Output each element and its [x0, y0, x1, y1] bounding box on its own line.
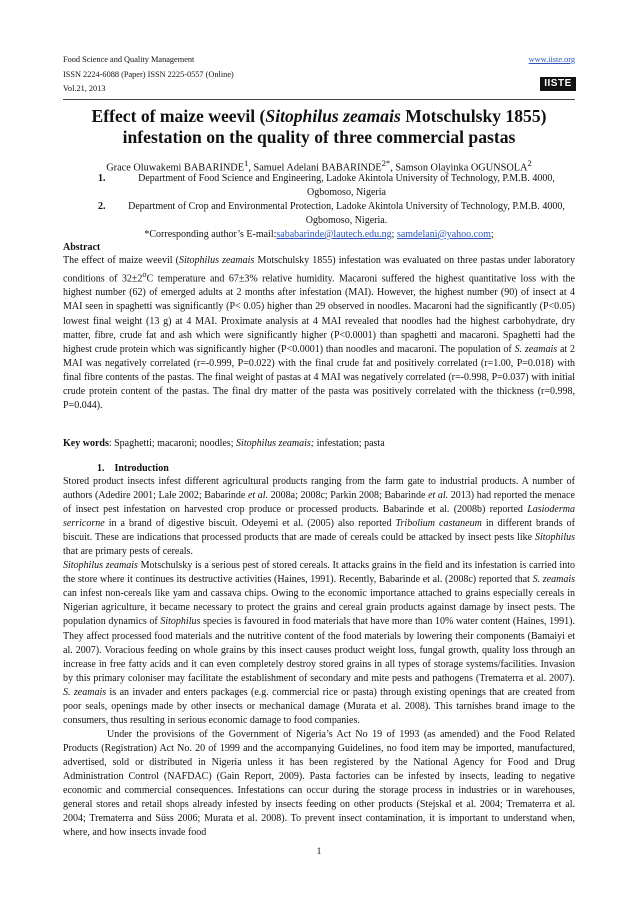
abstract-heading: Abstract — [63, 242, 101, 253]
affiliation-1-number: 1. — [98, 173, 106, 184]
author-1-sup: 1 — [244, 158, 249, 168]
p1-etal-2: et al. — [428, 490, 449, 502]
intro-paragraph-1 — [63, 475, 575, 559]
title-part-1: Effect of maize weevil ( — [91, 106, 266, 126]
keywords-line — [63, 437, 575, 451]
p2-seg-b: can infest non-cereals like yam and cassava chips. Owing to the economic importance attached to grains especially cereals in Nigerian agriculture, it became necessary to protect the grains and cereal grain products against damage by insect pests. The population dynamics of — [63, 588, 575, 628]
paper-title — [72, 106, 566, 148]
email-link-2[interactable]: samdelani@yahoo.com — [396, 229, 491, 240]
email-link-1[interactable]: sababarinde@lautech.edu.ng — [276, 229, 392, 240]
issn-line: ISSN 2224-6088 (Paper) ISSN 2225-0557 (Online) — [63, 69, 234, 79]
author-1: Grace Oluwakemi BABARINDE — [106, 162, 245, 174]
author-3: , Samson Olayinka OGUNSOLA — [390, 162, 528, 174]
keywords-species: Sitophilus zeamais; — [236, 438, 315, 449]
p1-seg-f: that are primary pests of cereals. — [63, 546, 193, 558]
p1-seg-e: in different brands of biscuit. These are indications that processed products that are made of cereals could be attacked by insect pests like — [63, 518, 575, 544]
p1-etal-1: et al. — [247, 490, 269, 502]
p1-seg-c: 2013) had reported the menace of insect pest infestation on harvested crop produce or processed products. Babarinde et al. (2008b) reported — [63, 490, 575, 516]
author-3-sup: 2 — [527, 158, 532, 168]
abstract-seg-4: at 2 MAI was negatively correlated (r=-0.999, P=0.022) with the final crude fat and positively correlated (r=1.00, P=0.018) with final fibre contents of the pastas. The final weight of pastas at 4 MAI was negatively correlated (r=-0.998, P=0.037) with initial crude protein content of the pastas. The final dry matter of the pasta was positively correlated with the thickness (r=0.998, P=0.044). — [63, 343, 575, 411]
p1-species-1: Lasioderma serricorne — [63, 504, 575, 530]
p2-seg-d: is an invader and enters packages (e.g. commercial rice or pasta) through existing openings that are created from poor seals, openings made by other insects or mechanical damage (Murata et al. 2008). This tarnishes brand image to the consumers, thus resulting in serious economic damage to food companies. — [63, 686, 575, 726]
abstract-seg-2: Motschulsky 1855) infestation was evaluated on three pastas under laboratory conditions of 32±2 — [63, 255, 575, 285]
abstract-seg-1: The effect of maize weevil ( — [63, 255, 179, 266]
section-heading-introduction: 1. Introduction — [97, 463, 169, 474]
p2-species-3: Sitophilus — [160, 616, 201, 628]
corresponding-author — [63, 228, 575, 242]
corr-prefix: *Corresponding author’s E-mail: — [144, 229, 277, 240]
title-species: Sitophilus zeamais — [265, 106, 401, 126]
author-2-sup: 2* — [381, 158, 391, 168]
keywords-label: Key words — [63, 438, 109, 449]
journal-url-link[interactable]: www.iiste.org — [528, 55, 575, 64]
p1-species-2: Tribolium castaneum — [395, 518, 482, 530]
iiste-logo: IISTE — [540, 77, 576, 91]
running-header — [63, 53, 575, 97]
degree-sup: o — [142, 270, 147, 280]
p1-seg-d: in a brand of digestive biscuit. Odeyemi et al. (2005) also reported — [104, 518, 396, 530]
p1-seg-b: 2008a; 2008c; Parkin 2008; Babarinde — [268, 490, 429, 502]
affiliation-2-number: 2. — [98, 201, 106, 212]
corr-suffix: ; — [490, 229, 494, 240]
p2-species-1: Sitophilus zeamais — [63, 560, 138, 572]
p2-species-4: S. zeamais — [63, 686, 107, 698]
p2-seg-a: Motschulsky is a serious pest of stored cereals. It attacks grains in the field and its infestation is carried into the store where it continues its destructive activities (Haines, 1991). Recently, Babarinde et al. (2008c) reported that — [63, 560, 575, 586]
corr-separator: ; — [391, 229, 397, 240]
journal-name: Food Science and Quality Management — [63, 55, 195, 64]
abstract-species-1: Sitophilus zeamais — [178, 255, 255, 266]
intro-paragraph-2 — [63, 559, 575, 728]
keywords-text-2: infestation; pasta — [314, 438, 385, 449]
title-part-2: Motschulsky 1855) infestation on the quality of three commercial pastas — [122, 106, 547, 147]
page-number: 1 — [316, 847, 322, 857]
affiliation-2 — [63, 200, 575, 228]
abstract-text — [63, 254, 575, 413]
affiliation-1-text: Department of Food Science and Engineering, Ladoke Akintola University of Technology, P.M.B. 4000, Ogbomoso, Nigeria — [138, 173, 555, 198]
author-2: , Samuel Adelani BABARINDE — [248, 162, 382, 174]
p2-seg-c: species is favoured in food materials that have more than 10% water content (Haines, 1991). They affect processed food materials and the nutritive content of the food materials by lowering their components (Bamaiyi et al. 2007). Voracious feeding on whole grains by this insect causes product weight loss, fungal growth, quality loss through an increase in free fatty acids and it can even completely destroy stored grains in all types of storage systems/facilities. Invasion by this primary coloniser may facilitate the establishment of secondary and mite pests and pathogens (Trematerra et al. 2007). — [63, 616, 575, 684]
p2-species-2: S. zeamais — [532, 574, 575, 586]
keywords-text: : Spaghetti; macaroni; noodles; — [108, 438, 237, 449]
affiliation-1 — [63, 172, 575, 200]
intro-paragraph-3: Under the provisions of the Government of Nigeria’s Act No 19 of 1993 (as amended) and the Food Related Products (Registration) Act No. 20 of 1999 and the accompanying Guidelines, no food item may be imported, manufactured, advertised, sold or distributed in Nigeria unless it has been registered by the National Agency for Food and Drug Administration Control (NAFDAC) (Gain Report, 2009). Pasta factories can be infested by insects, leading to negative economic and commercial consequences. Infestations can occur during the storage process in industries or in warehouses, general stores and retail shops already infested by insects feeding on other products (Stejskal et al. 2004; Trematerra et al. 2004; Trematerra and Süss 2006; Murata et al. 2008). To prevent insect contamination, it is important to understand when, where, and how insects invade food — [63, 728, 575, 839]
abstract-species-2: S. zeamais — [514, 343, 558, 355]
volume-line: Vol.21, 2013 — [63, 84, 106, 93]
affiliation-2-text: Department of Crop and Environmental Protection, Ladoke Akintola University of Technology, P.M.B. 4000, Ogbomoso, Nigeria. — [128, 201, 565, 226]
p1-seg-a: Stored product insects infest different agricultural products ranging from the farm gate to industrial products. A number of authors (Adedire 2001; Lale 2002; Babarinde — [63, 476, 575, 502]
header-divider — [63, 99, 575, 100]
abstract-seg-3: C temperature and 67±3% relative humidity. Macaroni suffered the highest quantitative loss with the highest number (62) of emerged adults at 2 months after infestation (MAI). However, the highest number (90) of insect at 4 MAI seen in spaghetti was significantly (P< 0.05) higher than 29 observed in noodles. Macaroni had the significantly (P<0.05) lowest final weight (13 g) at 4 MAI. Proximate analysis at 4 MAI revealed that noodles had the highest carbohydrate, dry matter, fibre, crude fat and ash which were significantly higher (P<0.0001) than spaghetti and macaroni. Spaghetti had the highest crude protein which was significantly higher (P<0.0001) than noodles and macaroni. The population of — [63, 273, 576, 355]
p1-species-3: Sitophilus — [534, 532, 575, 544]
introduction-body — [63, 475, 575, 840]
